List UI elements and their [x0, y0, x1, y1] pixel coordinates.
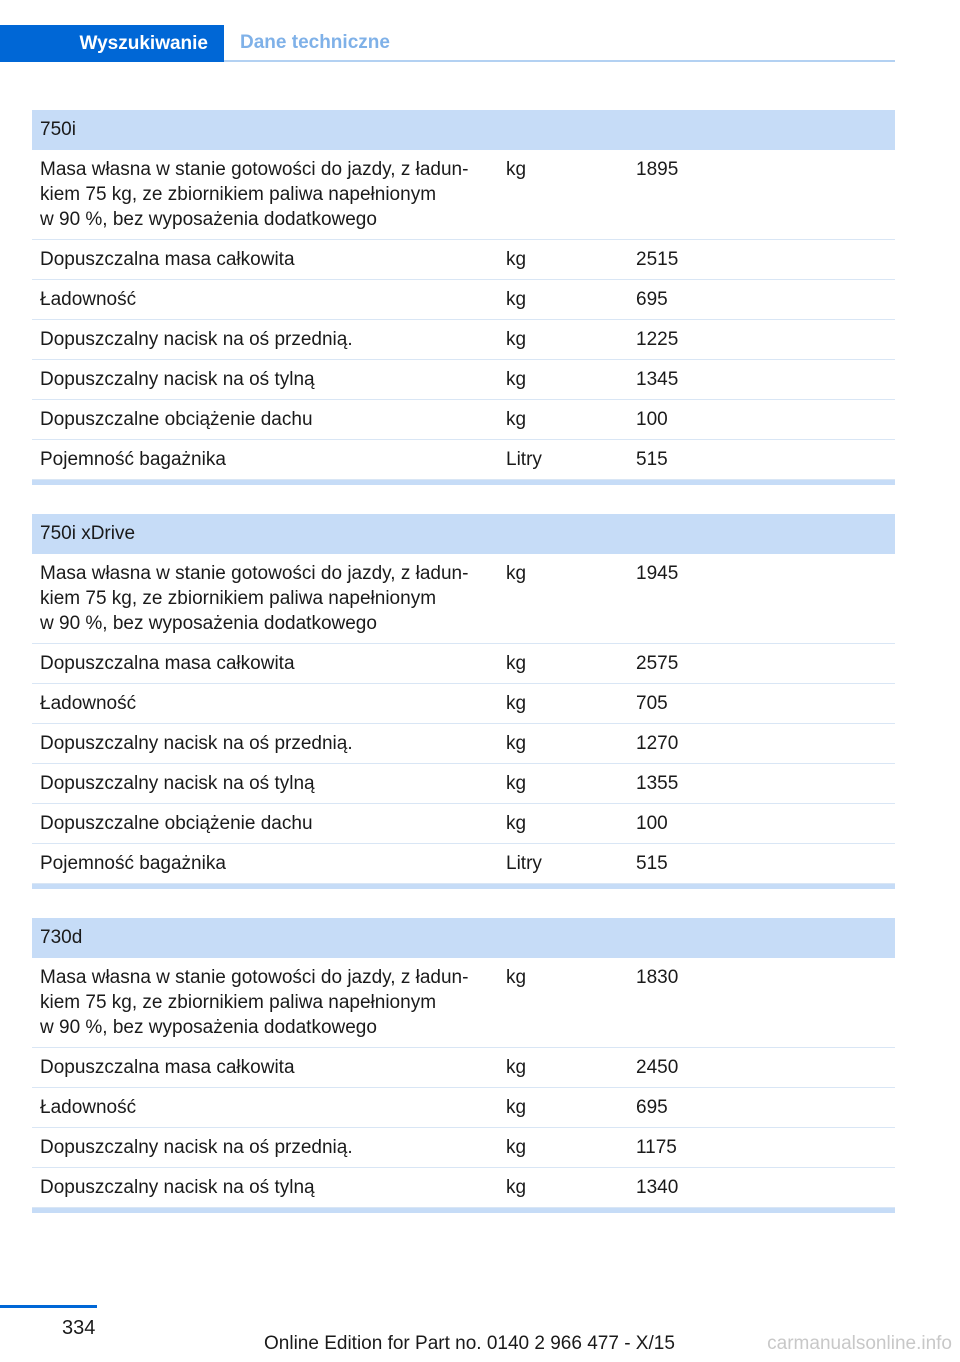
table-row: [32, 280, 895, 320]
spec-value: 2515: [636, 249, 679, 270]
spec-value: 695: [636, 1097, 668, 1118]
table-row: [32, 644, 895, 684]
spec-unit: kg: [506, 1057, 527, 1078]
table-row: [32, 844, 895, 884]
footer-accent-line: [0, 1305, 97, 1308]
spec-label: Dopuszczalny nacisk na oś tylną: [40, 773, 315, 794]
watermark: carmanualsonline.info: [767, 1333, 952, 1354]
table-row: [32, 1088, 895, 1128]
spec-table: [32, 514, 895, 889]
spec-table-model-header: 750i xDrive: [32, 514, 895, 554]
spec-label: Masa własna w stanie gotowości do jazdy, z ładun- kiem 75 kg, ze zbiornikiem paliwa napełnionym w 90 %, bez wyposażenia dodatkowego: [40, 967, 469, 1038]
table-row: [32, 1048, 895, 1088]
table-row: [32, 804, 895, 844]
spec-value: 1830: [636, 967, 679, 988]
spec-label: Dopuszczalny nacisk na oś przednią.: [40, 733, 353, 754]
spec-label: Dopuszczalne obciążenie dachu: [40, 813, 313, 834]
spec-unit: kg: [506, 369, 527, 390]
spec-label: Dopuszczalna masa całkowita: [40, 1057, 295, 1078]
spec-value: 1270: [636, 733, 679, 754]
spec-table-bottom-rule: [32, 1208, 895, 1213]
spec-value: 1175: [636, 1137, 677, 1158]
spec-label: Pojemność bagażnika: [40, 853, 226, 874]
spec-value: 515: [636, 853, 668, 874]
tab-dane-techniczne[interactable]: Dane techniczne: [224, 25, 895, 62]
spec-label: Dopuszczalny nacisk na oś tylną: [40, 369, 315, 390]
spec-table: [32, 918, 895, 1213]
spec-label: Masa własna w stanie gotowości do jazdy, z ładun- kiem 75 kg, ze zbiornikiem paliwa napełnionym w 90 %, bez wyposażenia dodatkowego: [40, 159, 469, 230]
table-row: [32, 1168, 895, 1208]
spec-value: 1225: [636, 329, 679, 350]
spec-label: Dopuszczalne obciążenie dachu: [40, 409, 313, 430]
spec-unit: kg: [506, 159, 527, 180]
spec-unit: kg: [506, 329, 527, 350]
spec-unit: Litry: [506, 853, 542, 874]
spec-value: 100: [636, 813, 668, 834]
spec-label: Masa własna w stanie gotowości do jazdy, z ładun- kiem 75 kg, ze zbiornikiem paliwa napełnionym w 90 %, bez wyposażenia dodatkowego: [40, 563, 469, 634]
spec-unit: kg: [506, 1097, 527, 1118]
spec-value: 515: [636, 449, 668, 470]
spec-value: 1345: [636, 369, 679, 390]
spec-label: Dopuszczalna masa całkowita: [40, 653, 295, 674]
spec-value: 2575: [636, 653, 679, 674]
spec-unit: kg: [506, 693, 527, 714]
spec-table-bottom-rule: [32, 480, 895, 485]
spec-unit: kg: [506, 563, 527, 584]
spec-unit: kg: [506, 773, 527, 794]
table-row: [32, 440, 895, 480]
table-row: [32, 764, 895, 804]
table-row: [32, 724, 895, 764]
spec-unit: kg: [506, 1137, 527, 1158]
spec-unit: kg: [506, 733, 527, 754]
table-row: [32, 320, 895, 360]
spec-label: Dopuszczalny nacisk na oś przednią.: [40, 329, 353, 350]
spec-label: Dopuszczalny nacisk na oś tylną: [40, 1177, 315, 1198]
table-row: [32, 554, 895, 644]
spec-label: Dopuszczalny nacisk na oś przednią.: [40, 1137, 353, 1158]
spec-unit: kg: [506, 653, 527, 674]
spec-unit: kg: [506, 813, 527, 834]
header-tabs: [0, 25, 895, 62]
table-row: [32, 360, 895, 400]
spec-label: Ładowność: [40, 693, 137, 714]
spec-value: 1945: [636, 563, 679, 584]
table-row: [32, 400, 895, 440]
spec-unit: kg: [506, 409, 527, 430]
spec-table-model-header: 730d: [32, 918, 895, 958]
spec-unit: Litry: [506, 449, 542, 470]
spec-label: Ładowność: [40, 1097, 137, 1118]
table-row: [32, 240, 895, 280]
spec-value: 1340: [636, 1177, 679, 1198]
spec-value: 695: [636, 289, 668, 310]
spec-value: 2450: [636, 1057, 679, 1078]
spec-value: 1895: [636, 159, 679, 180]
table-row: [32, 1128, 895, 1168]
spec-table: [32, 110, 895, 485]
page-number: 334: [62, 1317, 96, 1339]
table-row: [32, 684, 895, 724]
spec-unit: kg: [506, 289, 527, 310]
edition-text: Online Edition for Part no. 0140 2 966 477 - X/15: [264, 1333, 675, 1354]
spec-value: 100: [636, 409, 668, 430]
spec-label: Ładowność: [40, 289, 137, 310]
spec-value: 705: [636, 693, 668, 714]
spec-label: Pojemność bagażnika: [40, 449, 226, 470]
spec-label: Dopuszczalna masa całkowita: [40, 249, 295, 270]
spec-table-model-header: 750i: [32, 110, 895, 150]
spec-unit: kg: [506, 967, 527, 988]
tab-wyszukiwanie[interactable]: Wyszukiwanie: [0, 25, 224, 62]
table-row: [32, 958, 895, 1048]
spec-table-bottom-rule: [32, 884, 895, 889]
spec-unit: kg: [506, 1177, 527, 1198]
spec-unit: kg: [506, 249, 527, 270]
table-row: [32, 150, 895, 240]
spec-value: 1355: [636, 773, 679, 794]
